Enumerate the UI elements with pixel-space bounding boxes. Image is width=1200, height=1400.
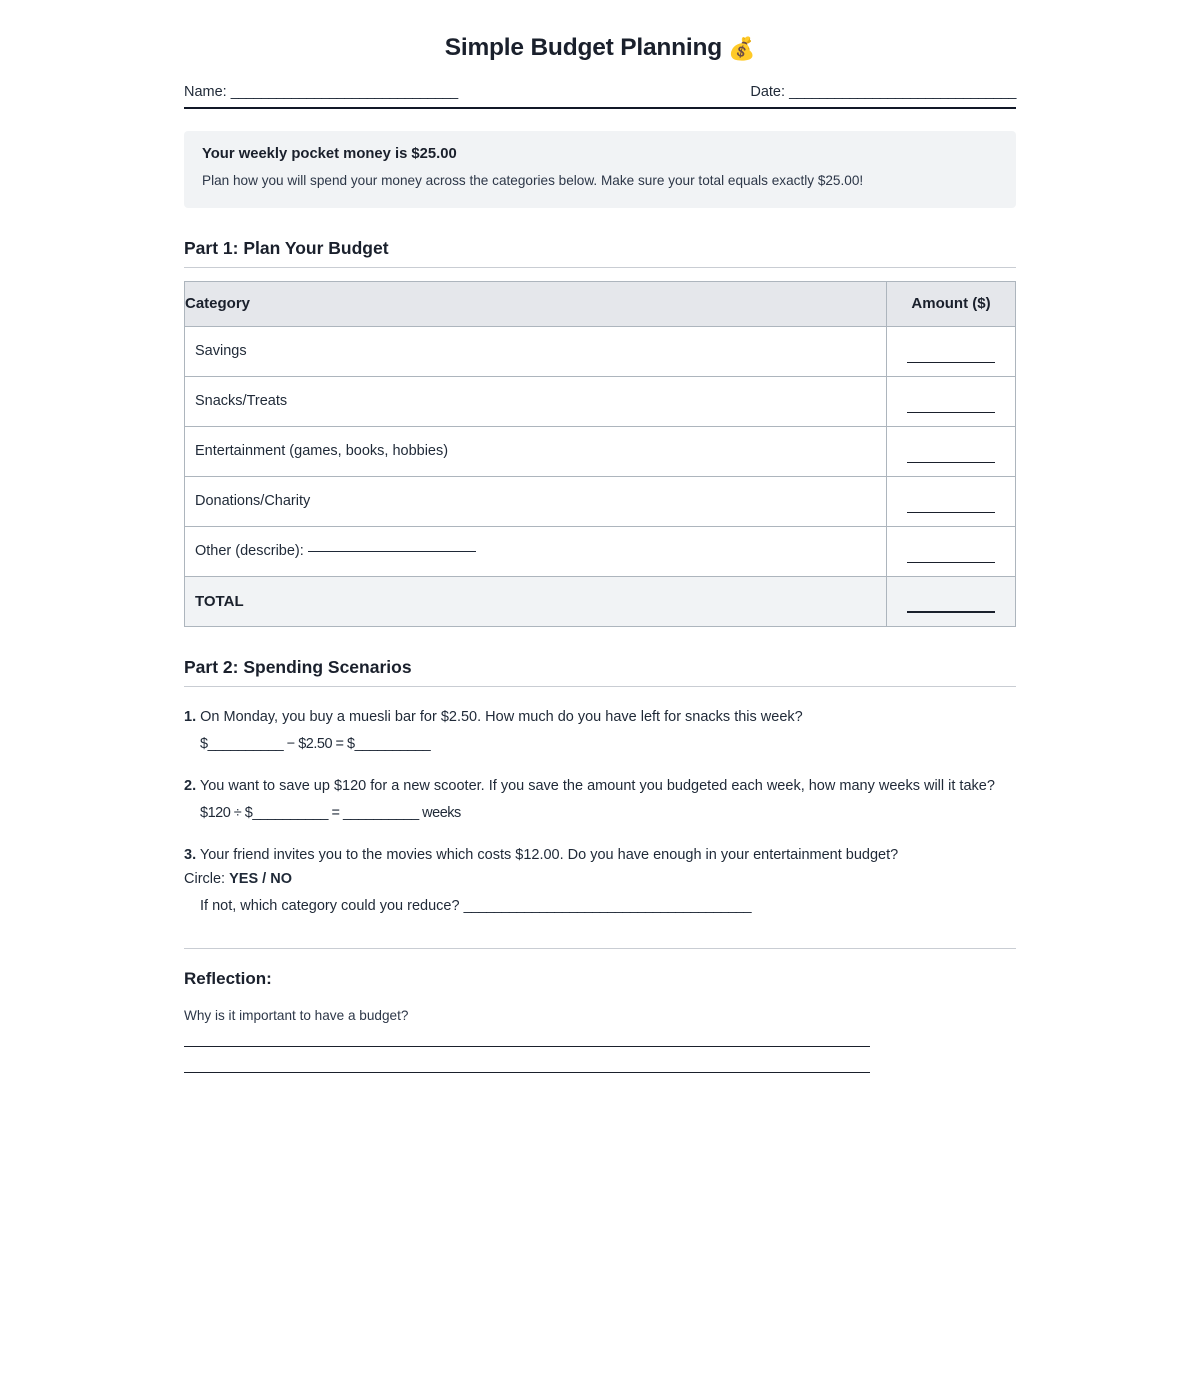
reflection-question: Why is it important to have a budget?	[184, 1008, 409, 1024]
budget-table	[184, 281, 1016, 627]
table-row	[185, 426, 1016, 476]
part1-heading: Part 1: Plan Your Budget	[184, 238, 1016, 268]
name-blank-line[interactable]: ______________________________	[230, 84, 458, 100]
date-label: Date:	[750, 84, 786, 100]
column-header-amount: Amount ($)	[887, 281, 1016, 326]
followup-label: If not, which category could you reduce?	[200, 897, 460, 914]
table-row	[185, 476, 1016, 526]
pocket-money-callout	[184, 131, 1016, 208]
other-describe-blank-line[interactable]	[308, 550, 476, 552]
reflection-heading: Reflection:	[184, 969, 272, 989]
table-row-total	[185, 576, 1016, 626]
amount-blank-line[interactable]	[907, 411, 995, 413]
name-date-row	[184, 84, 1016, 109]
yes-no-options[interactable]: YES / NO	[229, 870, 292, 887]
table-row	[185, 526, 1016, 576]
total-label: TOTAL	[185, 576, 887, 626]
scenario-2	[184, 775, 1016, 825]
money-bag-icon: 💰	[728, 36, 756, 61]
amount-cell[interactable]	[887, 326, 1016, 376]
category-label: Other (describe):	[195, 543, 304, 560]
category-cell: Snacks/Treats	[185, 376, 887, 426]
category-cell: Savings	[185, 326, 887, 376]
column-header-category: Category	[185, 281, 887, 326]
table-header-row	[185, 281, 1016, 326]
part2-heading: Part 2: Spending Scenarios	[184, 657, 1016, 687]
date-field[interactable]	[750, 84, 1016, 100]
section-divider	[184, 948, 1016, 949]
amount-cell[interactable]	[887, 526, 1016, 576]
scenario-2-number: 2.	[184, 778, 197, 795]
name-field[interactable]	[184, 84, 458, 100]
date-blank-line[interactable]: ______________________________	[789, 84, 1016, 100]
followup-blank-line[interactable]: ______________________________________	[463, 897, 752, 914]
total-amount-cell[interactable]	[887, 576, 1016, 626]
scenario-3-text: Your friend invites you to the movies which costs $12.00. Do you have enough in your entertainment budget?	[199, 847, 899, 864]
scenario-3-followup-row	[184, 895, 1016, 918]
callout-title: Your weekly pocket money is $25.00	[202, 146, 457, 162]
reflection-answer-line-1[interactable]	[184, 1045, 870, 1047]
amount-blank-line[interactable]	[907, 511, 995, 513]
total-blank-line[interactable]	[907, 610, 995, 613]
scenario-3-circle-row	[184, 868, 1016, 891]
page-title-text: Simple Budget Planning	[444, 34, 723, 61]
scenario-1-work-line[interactable]: $__________ − $2.50 = $__________	[200, 735, 431, 752]
amount-cell[interactable]	[887, 476, 1016, 526]
table-row	[185, 326, 1016, 376]
category-cell: Entertainment (games, books, hobbies)	[185, 426, 887, 476]
name-label: Name:	[184, 84, 227, 100]
scenario-1-text: On Monday, you buy a muesli bar for $2.50. How much do you have left for snacks this week?	[200, 708, 803, 725]
amount-blank-line[interactable]	[907, 461, 995, 463]
amount-cell[interactable]	[887, 426, 1016, 476]
scenario-3	[184, 844, 1016, 918]
amount-blank-line[interactable]	[907, 561, 995, 563]
table-row	[185, 376, 1016, 426]
category-cell: Donations/Charity	[185, 476, 887, 526]
category-cell-other	[185, 526, 887, 576]
scenario-2-text: You want to save up $120 for a new scooter. If you save the amount you budgeted each week, how many weeks will it take?	[199, 778, 995, 795]
scenario-3-number: 3.	[184, 847, 197, 864]
amount-blank-line[interactable]	[907, 361, 995, 363]
callout-text: Plan how you will spend your money across the categories below. Make sure your total equals exactly $25.00!	[202, 173, 864, 188]
amount-cell[interactable]	[887, 376, 1016, 426]
scenario-1-number: 1.	[184, 708, 197, 725]
circle-label: Circle:	[184, 870, 226, 887]
scenario-1	[184, 706, 1016, 756]
page-title	[184, 22, 1016, 62]
scenario-2-work-line[interactable]: $120 ÷ $__________ = __________ weeks	[200, 805, 461, 822]
reflection-answer-line-2[interactable]	[184, 1071, 870, 1073]
